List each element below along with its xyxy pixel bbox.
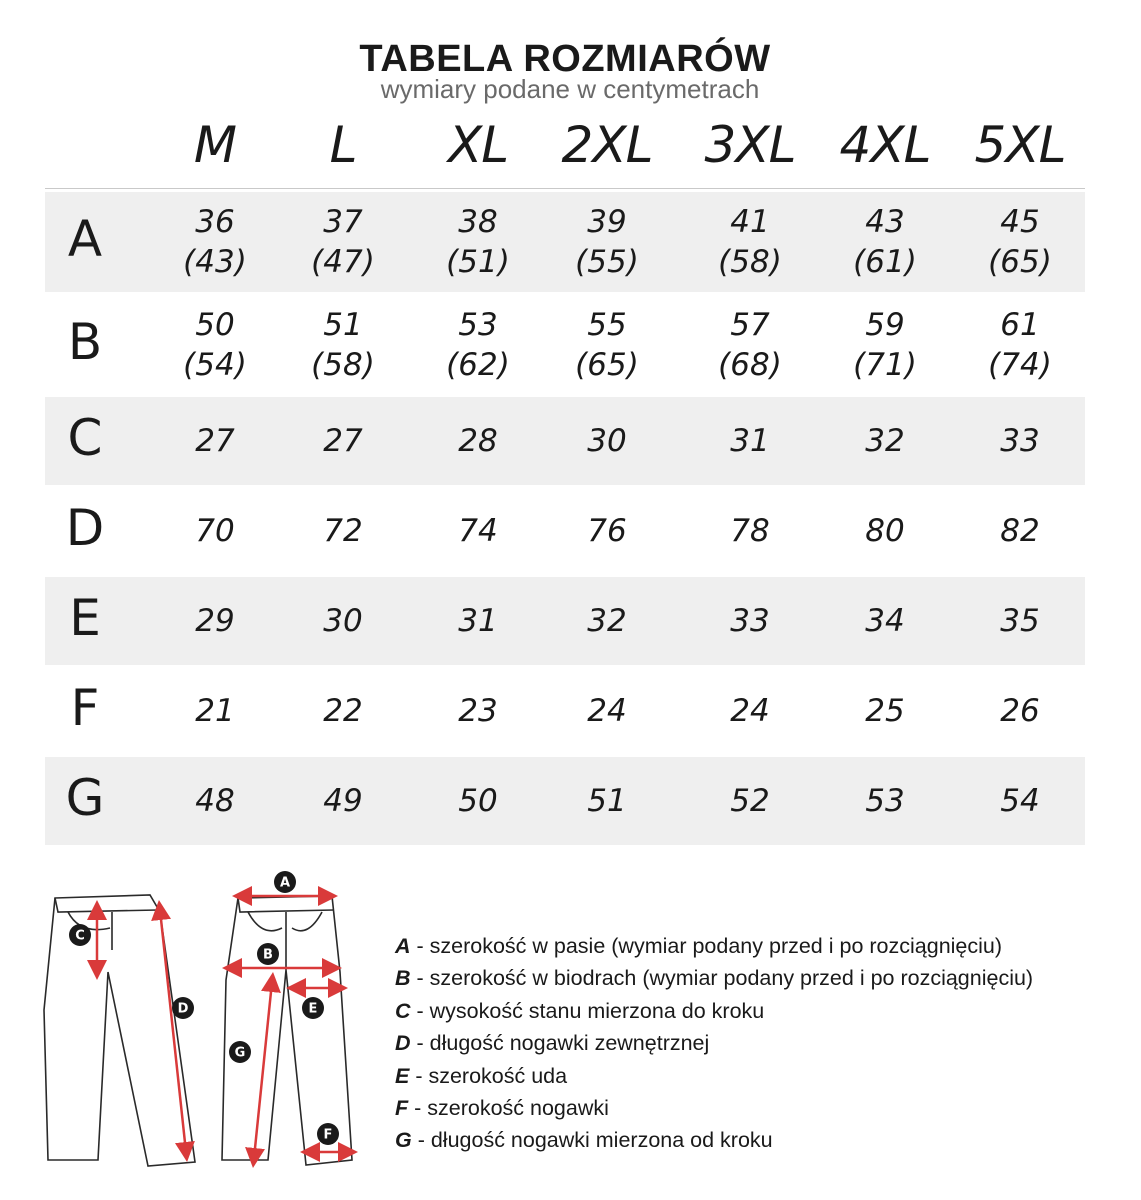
cell-stretched-value: (43) [183,244,247,280]
table-row-d [45,487,1085,575]
cell-value: 53 [458,307,498,343]
cell-value: 48 [195,783,235,819]
cell-stretched-value: (47) [311,244,375,280]
cell-value: 26 [1000,693,1040,729]
legend-text: - długość nogawki zewnętrznej [410,1031,710,1056]
table-cell [283,511,403,551]
legend-key: G [395,1128,412,1153]
table-cell [825,601,945,641]
cell-value: 24 [587,693,627,729]
cell-value: 49 [323,783,363,819]
cell-value: 27 [195,423,235,459]
table-cell [418,781,538,821]
cell-value: 30 [323,603,363,639]
size-header-xl: XL [447,116,509,174]
diagram-marker-label: B [263,947,273,963]
table-cell [155,202,275,282]
table-row-a [45,192,1085,292]
cell-stretched-value: (62) [446,347,510,383]
table-cell [547,691,667,731]
cell-value: 32 [865,423,905,459]
cell-value: 23 [458,693,498,729]
cell-value: 28 [458,423,498,459]
pants-measurement-diagram [0,860,380,1180]
table-row-b [45,295,1085,395]
cell-value: 22 [323,693,363,729]
cell-stretched-value: (58) [311,347,375,383]
cell-value: 27 [323,423,363,459]
table-cell [418,421,538,461]
table-cell [690,511,810,551]
row-label: A [67,210,103,268]
legend-key: B [395,966,411,991]
cell-value: 61 [1000,307,1040,343]
cell-value: 33 [730,603,770,639]
diagram-marker-label: G [234,1045,246,1061]
legend-key: E [395,1063,410,1088]
table-cell [690,781,810,821]
table-cell [960,305,1080,385]
table-cell [825,511,945,551]
cell-value: 31 [458,603,498,639]
table-cell [547,421,667,461]
table-cell [825,305,945,385]
row-label: G [65,769,105,827]
row-label: D [65,499,105,557]
legend-text: - wysokość stanu mierzona do kroku [410,998,765,1023]
cell-stretched-value: (54) [183,347,247,383]
cell-value: 50 [458,783,498,819]
cell-value: 53 [865,783,905,819]
table-cell [155,601,275,641]
table-cell [547,305,667,385]
cell-value: 51 [323,307,363,343]
cell-value: 74 [458,513,498,549]
diagram-marker-label: D [177,1001,189,1017]
table-cell [155,781,275,821]
cell-value: 37 [323,204,363,240]
table-cell [690,421,810,461]
table-cell [283,202,403,282]
legend-text: - szerokość w pasie (wymiar podany przed i po rozciągnięciu) [410,934,1003,958]
cell-stretched-value: (71) [853,347,917,383]
cell-value: 54 [1000,783,1040,819]
table-cell [155,421,275,461]
size-header-3xl: 3XL [704,116,796,174]
table-cell [690,691,810,731]
legend-key: F [395,1095,409,1120]
table-cell [960,511,1080,551]
cell-value: 25 [865,693,905,729]
page-subtitle: wymiary podane w centymetrach [380,74,760,104]
legend-item-b [395,962,1033,994]
cell-value: 24 [730,693,770,729]
table-cell [825,691,945,731]
table-row-g [45,757,1085,845]
table-cell [690,305,810,385]
diagram-marker-g [229,1041,251,1063]
cell-value: 38 [458,204,498,240]
table-cell [418,511,538,551]
legend-item-e [395,1060,1033,1092]
cell-stretched-value: (61) [853,244,917,280]
legend-text: - szerokość w biodrach (wymiar podany przed i po rozciągnięciu) [410,966,1034,991]
diagram-marker-label: F [323,1127,333,1143]
diagram-marker-b [257,943,279,965]
legend-text: - długość nogawki mierzona od kroku [411,1128,773,1153]
cell-value: 72 [323,513,363,549]
cell-value: 51 [587,783,627,819]
table-cell [960,601,1080,641]
cell-value: 33 [1000,423,1040,459]
diagram-marker-a [274,871,296,893]
cell-value: 41 [730,204,770,240]
row-label: C [67,409,103,467]
cell-stretched-value: (55) [575,244,639,280]
table-cell [960,781,1080,821]
cell-stretched-value: (65) [575,347,639,383]
cell-value: 45 [1000,204,1040,240]
cell-value: 32 [587,603,627,639]
legend-item-d [395,1027,1033,1059]
size-header-l: L [329,116,357,174]
table-cell [825,421,945,461]
page-title: TABELA ROZMIARÓW [359,38,771,80]
legend-item-g [395,1124,1033,1156]
cell-value: 57 [730,307,770,343]
cell-value: 78 [730,513,770,549]
cell-value: 30 [587,423,627,459]
table-cell [283,691,403,731]
cell-stretched-value: (65) [988,244,1052,280]
table-cell [547,202,667,282]
table-cell [418,305,538,385]
table-cell [283,781,403,821]
cell-value: 21 [195,693,235,729]
cell-value: 34 [865,603,905,639]
table-cell [547,511,667,551]
diagram-marker-label: C [75,928,85,944]
table-cell [547,781,667,821]
table-cell [155,511,275,551]
cell-value: 70 [195,513,235,549]
table-cell [418,691,538,731]
legend-item-f [395,1092,1033,1124]
table-cell [283,601,403,641]
table-cell [690,601,810,641]
legend-key: A [395,934,411,958]
table-row-c [45,397,1085,485]
measurement-legend [395,930,1033,1157]
cell-value: 52 [730,783,770,819]
table-cell [690,202,810,282]
legend-key: C [395,998,411,1023]
row-label: E [69,589,101,647]
cell-stretched-value: (58) [718,244,782,280]
table-cell [547,601,667,641]
table-cell [960,421,1080,461]
diagram-marker-e [302,997,324,1019]
diagram-marker-label: E [308,1001,318,1017]
cell-value: 55 [587,307,627,343]
cell-value: 43 [865,204,905,240]
table-cell [283,421,403,461]
table-cell [418,202,538,282]
size-header-4xl: 4XL [839,116,931,174]
diagram-marker-c [69,924,91,946]
cell-value: 36 [195,204,235,240]
legend-item-a [395,930,1033,962]
size-header-5xl: 5XL [974,116,1066,174]
cell-value: 29 [195,603,235,639]
cell-value: 31 [730,423,770,459]
cell-value: 80 [865,513,905,549]
size-header-2xl: 2XL [561,116,653,174]
diagram-marker-d [172,997,194,1019]
table-cell [960,202,1080,282]
legend-key: D [395,1031,411,1056]
diagram-marker-label: A [279,875,291,891]
table-cell [155,691,275,731]
table-cell [825,202,945,282]
table-cell [283,305,403,385]
table-row-f [45,667,1085,755]
legend-text: - szerokość uda [409,1063,568,1088]
cell-value: 76 [587,513,627,549]
cell-value: 50 [195,307,235,343]
table-row-e [45,577,1085,665]
diagram-marker-f [317,1123,339,1145]
table-cell [155,305,275,385]
header-divider [45,188,1085,189]
cell-value: 35 [1000,603,1040,639]
cell-stretched-value: (51) [446,244,510,280]
row-label: F [70,679,100,737]
row-label: B [67,313,103,371]
table-cell [960,691,1080,731]
cell-stretched-value: (68) [718,347,782,383]
cell-value: 59 [865,307,905,343]
legend-item-c [395,995,1033,1027]
table-cell [825,781,945,821]
legend-text: - szerokość nogawki [408,1095,609,1120]
table-cell [418,601,538,641]
cell-stretched-value: (74) [988,347,1052,383]
size-header-m: M [193,116,237,174]
cell-value: 39 [587,204,627,240]
cell-value: 82 [1000,513,1040,549]
